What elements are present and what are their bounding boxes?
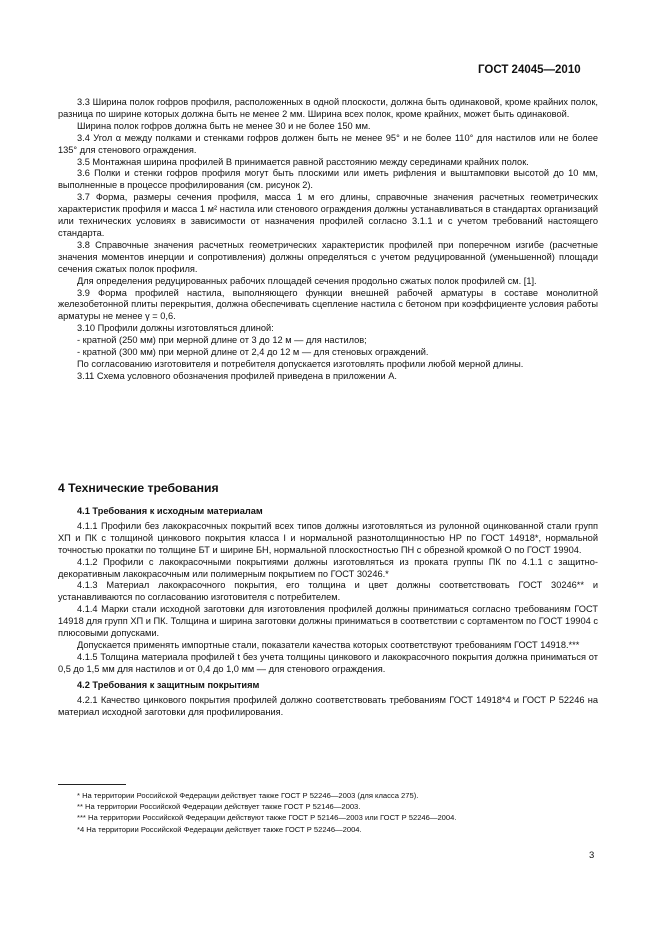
page-header-title: ГОСТ 24045—2010 — [478, 64, 581, 76]
footnote-divider — [58, 784, 126, 785]
paragraph-3-4: 3.4 Угол α между полками и стенками гофров должен быть не менее 95° и не более 110° для настилов или не более 135° для стенового ограждения. — [58, 132, 598, 155]
paragraph: Ширина полок гофров должна быть не менее 30 и не более 150 мм. — [77, 120, 371, 131]
footnote: ** На территории Российской Федерации действует также ГОСТ Р 52146—2003. — [77, 802, 361, 812]
list-item: - кратной (250 мм) при мерной длине от 3 до 12 м — для настилов; — [77, 335, 367, 346]
paragraph-4-1-2: 4.1.2 Профили с лакокрасочными покрытиями должны изготовляться из проката группы ПК по 4.1.1 с защитно-декоративным лакокрасочным или полимерным покрытием по ГОСТ 30246.* — [58, 556, 598, 579]
paragraph-4-1-3: 4.1.3 Материал лакокрасочного покрытия, его толщина и цвет должны соответствовать ГОСТ 30246** и устанавливаются по согласованию изготовителя с потребителем. — [58, 580, 598, 603]
footnote: *** На территории Российской Федерации действуют также ГОСТ Р 52146—2003 или ГОСТ Р 52246—2004. — [77, 813, 457, 823]
footnote: * На территории Российской Федерации действует также ГОСТ Р 52246—2003 (для класса 275). — [77, 791, 419, 800]
paragraph-4-1-1: 4.1.1 Профили без лакокрасочных покрытий всех типов должны изготовляться из рулонной оцинкованной стали групп ХП и ПК с толщиной цинкового покрытия класса I и нормальной разнотолщинностью НР по ГОСТ 14918*, нормальной точностью прокатки по толщине БТ и ширине БН, нормальной плоскостностью ПН с обрезной кромкой О по ГОСТ 19904. — [58, 520, 598, 555]
section-4-heading: 4 Технические требования — [58, 481, 219, 495]
paragraph-3-3: 3.3 Ширина полок гофров профиля, расположенных в одной плоскости, должна быть одинаковой, кроме крайних полок, разница по ширине которых должна быть не менее 2 мм. Ширина всех полок, кроме крайних, может быть одинаковой. — [58, 97, 598, 119]
paragraph: По согласованию изготовителя и потребителя допускается изготовлять профили любой мерной длины. — [77, 358, 524, 369]
subsection-4-1-heading: 4.1 Требования к исходным материалам — [77, 506, 263, 516]
list-item: - кратной (300 мм) при мерной длине от 2,4 до 12 м — для стеновых ограждений. — [77, 347, 429, 358]
section-4-body — [58, 506, 598, 718]
paragraph: Для определения редуцированных рабочих площадей сечения продольно сжатых полок профилей см. [1]. — [77, 275, 537, 286]
paragraph-4-1-4: 4.1.4 Марки стали исходной заготовки для изготовления профилей должны приниматься согласно требованиям ГОСТ 14918 для групп ХП и ПК. Толщина и ширина заготовки должны приниматься в соответствии с сортаментом по ГОСТ 19904 с плюсовыми допусками. — [58, 604, 598, 639]
section-3-body — [58, 97, 598, 383]
paragraph-4-2-1: 4.2.1 Качество цинкового покрытия профилей должно соответствовать требованиям ГОСТ 14918*4 и ГОСТ Р 52246 на материал исходной заготовки для профилирования. — [58, 694, 598, 717]
subsection-4-2-heading: 4.2 Требования к защитным покрытиям — [77, 679, 260, 690]
paragraph-3-5: 3.5 Монтажная ширина профилей B принимается равной расстоянию между серединами крайних полок. — [77, 156, 529, 167]
paragraph-3-8: 3.8 Справочные значения расчетных геометрических характеристик профилей при поперечном изгибе (расчетные значения моментов инерции и сопротивления) должны определяться с учетом редуцированной (уменьшенной) площади сечения сжатых полок профиля. — [58, 239, 598, 274]
footnotes — [58, 790, 598, 835]
paragraph-3-9: 3.9 Форма профилей настила, выполняющего функции внешней рабочей арматуры в составе монолитной железобетонной плиты перекрытия, должна обеспечивать сцепление настила с бетоном при коэффициенте условия работы арматуры не менее γ = 0,6. — [58, 287, 598, 322]
paragraph-3-11: 3.11 Схема условного обозначения профилей приведена в приложении А. — [77, 370, 397, 381]
footnote: *4 На территории Российской Федерации действует также ГОСТ Р 52246—2004. — [77, 824, 362, 834]
paragraph-3-10: 3.10 Профили должны изготовляться длиной: — [77, 323, 274, 334]
paragraph: Допускается применять импортные стали, показатели качества которых соответствуют требованиям ГОСТ 14918.*** — [77, 639, 580, 650]
paragraph-3-6: 3.6 Полки и стенки гофров профиля могут быть плоскими или иметь рифления и выштамповки высотой до 10 мм, выполненные в процессе профилирования (см. рисунок 2). — [58, 168, 598, 191]
paragraph-4-1-5: 4.1.5 Толщина материала профилей t без учета толщины цинкового и лакокрасочного покрытия должна приниматься от 0,5 до 1,5 мм для настилов и от 0,4 до 1,0 мм — для стенового ограждения. — [58, 651, 598, 674]
paragraph-3-7: 3.7 Форма, размеры сечения профиля, масса 1 м его длины, справочные значения расчетных геометрических характеристик профиля и масса 1 м² настила или стенового ограждения должны устанавливаться в стандартах организаций или технических условиях в зависимости от назначения профилей согласно 3.1.1 и с учетом требований настоящего стандарта. — [58, 192, 598, 238]
page-number: 3 — [589, 850, 595, 861]
